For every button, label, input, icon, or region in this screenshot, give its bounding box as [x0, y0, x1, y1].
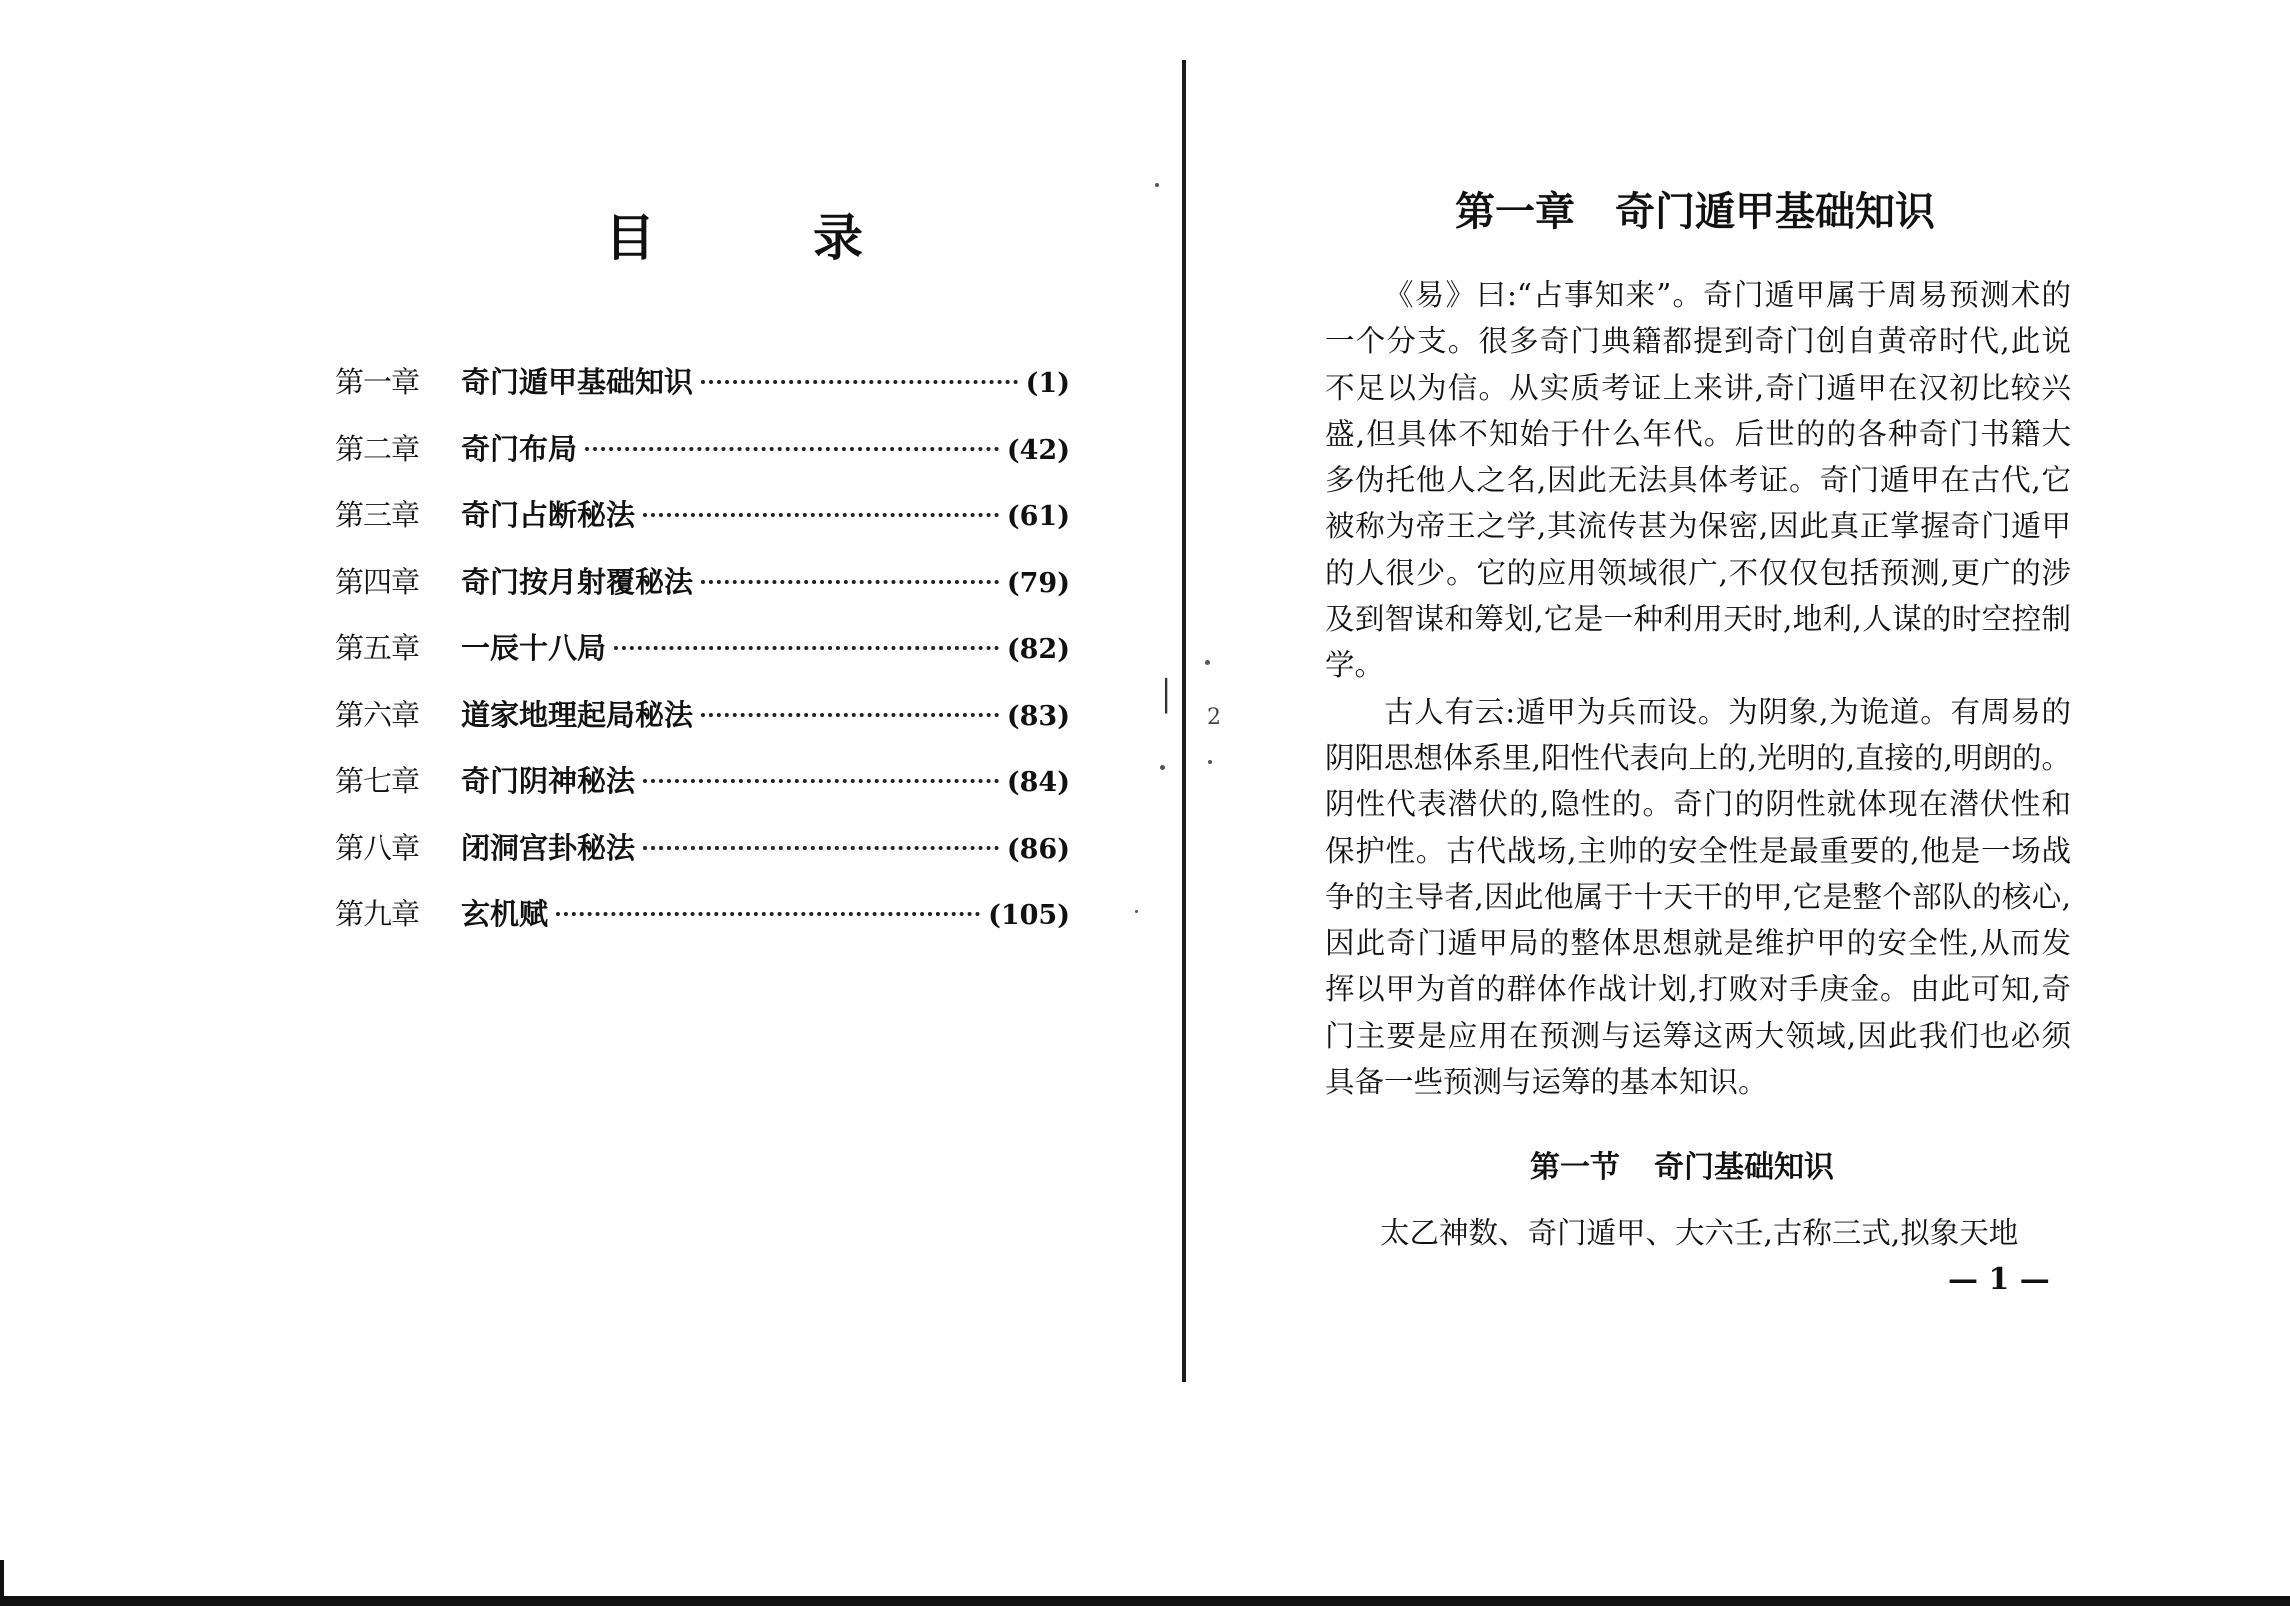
toc-entry-number: 第五章: [335, 631, 420, 665]
toc-leader-dots: [701, 713, 999, 717]
toc-entry: [335, 892, 1070, 959]
scan-speck: [1205, 660, 1210, 665]
toc-entry-number: 第九章: [335, 897, 420, 931]
toc-entry-page: (82): [1006, 634, 1070, 665]
toc-entry-name: 奇门布局: [461, 431, 578, 466]
toc-entry-page: (84): [1006, 767, 1070, 798]
toc-leader-dots: [643, 513, 999, 517]
body-paragraph: 《易》曰:“占事知来”。奇门遁甲属于周易预测术的一个分支。很多奇门典籍都提到奇门创自黄帝时代,此说不足以为信。从实质考证上来讲,奇门遁甲在汉初比较兴盛,但具体不知始于什么年代。后世的的各种奇门书籍大多伪托他人之名,因此无法具体考证。奇门遁甲在古代,它被称为帝王之学,其流传甚为保密,因此真正掌握奇门遁甲的人很少。它的应用领域很广,不仅仅包括预测,更广的涉及到智谋和筹划,它是一种利用天时,地利,人谋的时空控制学。: [1325, 278, 2071, 683]
toc-leader-dots: [643, 779, 999, 783]
toc-entry: [335, 360, 1070, 427]
toc-entry-name: 奇门占断秘法: [461, 498, 636, 532]
toc-entry-page: (1): [1025, 368, 1070, 399]
toc-entry-number: 第七章: [335, 764, 420, 798]
toc-leader-dots: [701, 580, 999, 584]
toc-entry-name: 道家地理起局秘法: [461, 697, 694, 732]
body-paragraph: 古人有云:遁甲为兵而设。为阴象,为诡道。有周易的阴阳思想体系里,阳性代表向上的,光明的,直接的,明朗的。阴性代表潜伏的,隐性的。奇门的阴性就体现在潜伏性和保护性。古代战场,主帅的安全性是最重要的,他是一场战争的主导者,因此他属于十天干的甲,它是整个部队的核心,因此奇门遁甲局的整体思想就是维护甲的安全性,从而发挥以甲为首的群体作战计划,打败对手庚金。由此可知,奇门主要是应用在预测与运筹这两大领域,因此我们也必须具备一些预测与运筹的基本知识。: [1325, 694, 2071, 1100]
page-number: — 1 —: [1948, 1262, 2050, 1297]
toc-entry: [335, 693, 1070, 760]
chapter-number: 第一章: [1455, 188, 1575, 235]
toc-entry: [335, 427, 1070, 494]
body-text-line: 太乙神数、奇门遁甲、大六壬,古称三式,拟象天地: [1380, 1216, 2019, 1250]
scan-speck: [1135, 910, 1138, 913]
toc-entry-name: 奇门阴神秘法: [461, 764, 636, 798]
spine-binding-mark: │: [1156, 679, 1176, 714]
scan-speck: [1155, 183, 1159, 187]
chapter-name: 奇门遁甲基础知识: [1615, 188, 1935, 235]
section-title: [1530, 1142, 1930, 1186]
toc-leader-dots: [643, 846, 999, 850]
scan-speck: [1160, 765, 1165, 770]
toc-entry: [335, 826, 1070, 893]
toc-entry: [335, 626, 1070, 693]
section-number: 第一节: [1530, 1150, 1620, 1185]
toc-title-char-1: 目: [605, 208, 657, 267]
toc-entry-page: (79): [1006, 567, 1070, 599]
toc-entry-number: 第二章: [335, 431, 420, 466]
toc-entry-page: (105): [988, 900, 1070, 931]
scan-edge-tick: [0, 1560, 4, 1600]
chapter-title: [1455, 180, 2055, 237]
toc-leader-dots: [585, 447, 999, 451]
section-name: 奇门基础知识: [1654, 1150, 1834, 1185]
toc-entry-name: 闭洞宫卦秘法: [461, 830, 636, 865]
book-spine-line: [1182, 60, 1186, 1382]
toc-entry-name: 奇门遁甲基础知识: [461, 365, 694, 399]
toc-leader-dots: [701, 380, 1018, 384]
toc-leader-dots: [556, 912, 980, 916]
toc-entry-name: 玄机赋: [461, 897, 549, 931]
toc-title: [605, 198, 865, 270]
toc-entry-name: 奇门按月射覆秘法: [461, 564, 694, 599]
toc-entry-number: 第一章: [335, 365, 420, 399]
toc-entry-page: (42): [1006, 434, 1070, 466]
toc-entry-page: (83): [1006, 700, 1070, 732]
toc-entry-page: (86): [1006, 833, 1070, 865]
scan-speck: [1208, 760, 1212, 764]
toc-title-char-2: 录: [813, 208, 865, 267]
toc-entry-page: (61): [1006, 501, 1070, 532]
toc-entry-number: 第四章: [335, 564, 420, 599]
toc-entry: [335, 493, 1070, 560]
toc-entry-number: 第六章: [335, 697, 420, 732]
chapter-body: [1325, 272, 2071, 1105]
toc-entry-number: 第八章: [335, 830, 420, 865]
spine-binding-mark: 2: [1207, 705, 1221, 730]
toc-entry: [335, 560, 1070, 627]
toc-list: [335, 360, 1070, 959]
toc-entry: [335, 759, 1070, 826]
toc-entry-number: 第三章: [335, 498, 420, 532]
toc-leader-dots: [614, 646, 999, 650]
toc-entry-name: 一辰十八局: [461, 631, 607, 665]
scan-edge-bar: [0, 1596, 2290, 1606]
